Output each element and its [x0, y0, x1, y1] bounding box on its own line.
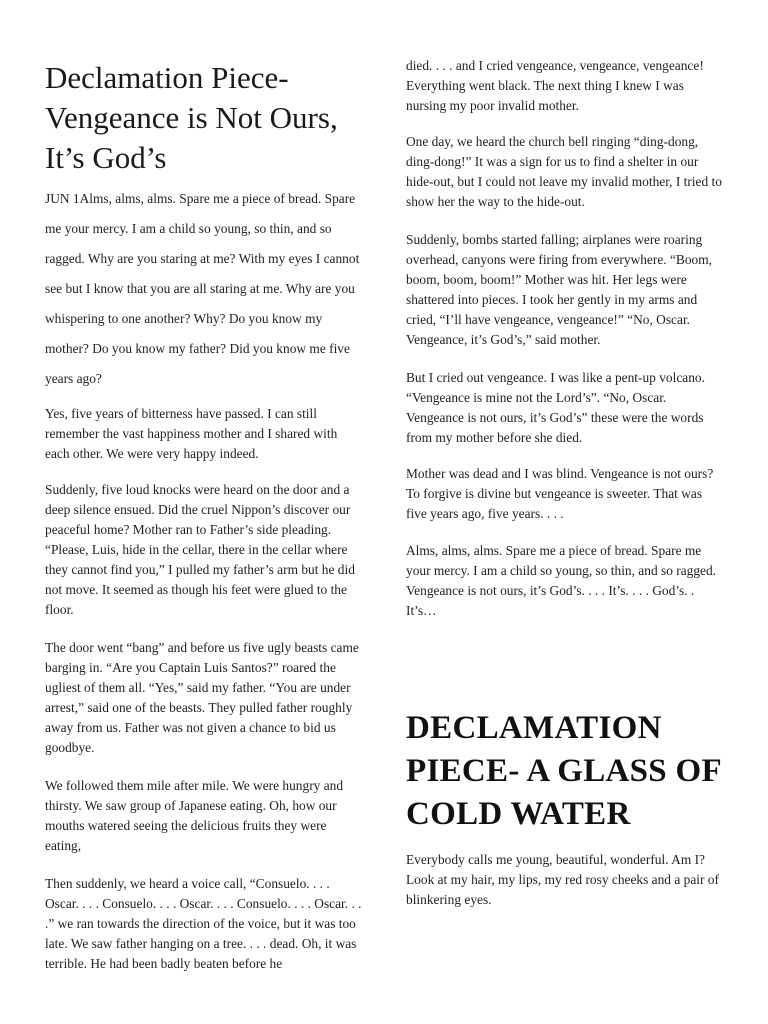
- article-paragraph: Everybody calls me young, beautiful, wonderful. Am I? Look at my hair, my lips, my red rosy cheeks and a pair of blinkering eyes.: [406, 852, 719, 907]
- article-paragraph: The door went “bang” and before us five ugly beasts came barging in. “Are you Captain Luis Santos?” roared the ugliest of them all. “Yes,” said my father. “You are under arrest,” said one of the beasts. They pulled father roughly away from us. Father was not given a chance to bid us goodbye.: [45, 640, 359, 755]
- article-paragraph: We followed them mile after mile. We were hungry and thirsty. We saw group of Japanese eating. Oh, how our mouths watered seeing the delicious fruits they were eating,: [45, 778, 344, 853]
- article-title: Declamation Piece- Vengeance is Not Ours, It’s God’s: [45, 60, 338, 175]
- article-paragraph: One day, we heard the church bell ringing “ding-dong, ding-dong!” It was a sign for us to find a shelter in our hide-out, but I could not leave my invalid mother, I tried to show her the way to the hide-out.: [406, 134, 722, 209]
- article-paragraph: died. . . . and I cried vengeance, vengeance, vengeance! Everything went black. The next thing I knew I was nursing my poor invalid mother.: [406, 58, 704, 113]
- article-paragraph: Mother was dead and I was blind. Vengeance is not ours? To forgive is divine but vengeance is sweeter. That was five years ago, five years. . . .: [406, 466, 714, 521]
- article-paragraph: But I cried out vengeance. I was like a pent-up volcano. “Vengeance is mine not the Lord’s”. “No, Oscar. Vengeance is not ours, it’s God’s” these were the words from my mother before she died.: [406, 370, 705, 445]
- article-paragraph: Suddenly, bombs started falling; airplanes were roaring overhead, canyons were firing from everywhere. “Boom, boom, boom, boom!” Mother was hit. Her legs were shattered into pieces. I took her gently in my arms and cried, “I’ll have vengeance, vengeance!” “No, Oscar. Vengeance, it’s God’s,” said mother.: [406, 232, 713, 347]
- article-title: DECLAMATION PIECE- A GLASS OF COLD WATER: [406, 710, 721, 832]
- article-paragraph: Then suddenly, we heard a voice call, “Consuelo. . . . Oscar. . . . Consuelo. . . . Oscar. . . . Consuelo. . . . Oscar. . . .” we ran towards the direction of the voice, but it was too late. We saw father hanging on a tree. . . . dead. Oh, it was terrible. He had been badly beaten before he: [45, 876, 362, 971]
- article-paragraph: JUN 1Alms, alms, alms. Spare me a piece of bread. Spare me your mercy. I am a child so young, so thin, and so ragged. Why are you staring at me? With my eyes I cannot see but I know that you are all staring at me. Why are you whispering to one another? Why? Do you know my mother? Do you know my father? Did you know me five years ago?: [45, 191, 360, 386]
- article-paragraph: Alms, alms, alms. Spare me a piece of bread. Spare me your mercy. I am a child so young, so thin, and so ragged. Vengeance is not ours, it’s God’s. . . . It’s. . . . God’s. . It’s…: [406, 543, 717, 618]
- article-paragraph: Yes, five years of bitterness have passed. I can still remember the vast happiness mother and I shared with each other. We were very happy indeed.: [45, 406, 338, 461]
- article-paragraph: Suddenly, five loud knocks were heard on the door and a deep silence ensued. Did the cruel Nippon’s discover our peaceful home? Mother ran to Father’s side pleading. “Please, Luis, hide in the cellar, there in the cellar where they cannot find you,” I pulled my father’s arm but he did not move. It seemed as though his feet were glued to the floor.: [45, 482, 355, 617]
